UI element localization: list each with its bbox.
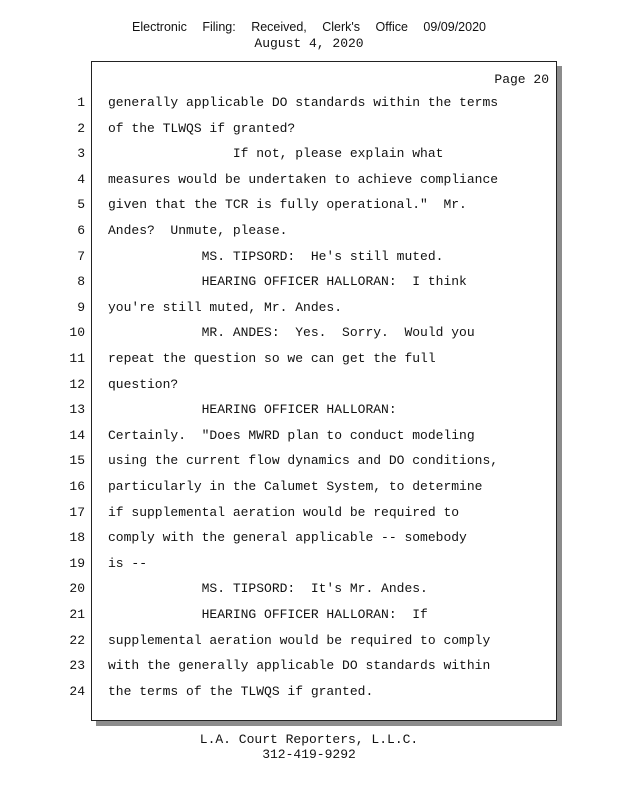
- line-number: 9: [77, 299, 85, 315]
- line-number: 24: [69, 683, 85, 699]
- line-number: 19: [69, 555, 85, 571]
- line-text: with the generally applicable DO standards within: [108, 658, 491, 674]
- line-number: 3: [77, 146, 85, 162]
- line-text: MS. TIPSORD: It's Mr. Andes.: [108, 581, 428, 597]
- line-number: 4: [77, 171, 85, 187]
- line-number: 13: [69, 402, 85, 418]
- line-text: measures would be undertaken to achieve compliance: [108, 171, 499, 187]
- reporter-company: L.A. Court Reporters, L.L.C.: [199, 732, 419, 747]
- line-number: 16: [69, 479, 85, 494]
- line-number: 11: [69, 351, 85, 366]
- line-number: 23: [69, 658, 85, 674]
- line-number: 1: [77, 95, 85, 110]
- line-number: 7: [77, 248, 85, 264]
- filing-stamp: Electronic Filing: Received, Clerk's Office 09/09/2020: [132, 20, 486, 34]
- line-text: repeat the question so we can get the full: [108, 351, 436, 366]
- line-text: question?: [108, 376, 179, 392]
- line-text: particularly in the Calumet System, to determine: [108, 479, 483, 494]
- line-text: If not, please explain what: [108, 146, 444, 162]
- reporter-phone: 312-419-9292: [262, 747, 356, 762]
- line-text: you're still muted, Mr. Andes.: [108, 299, 343, 315]
- line-text: Andes? Unmute, please.: [108, 223, 288, 238]
- line-text: the terms of the TLWQS if granted.: [108, 683, 374, 699]
- line-text: supplemental aeration would be required to comply: [108, 632, 491, 648]
- line-number: 18: [69, 530, 85, 546]
- line-text: Certainly. "Does MWRD plan to conduct modeling: [108, 427, 475, 443]
- line-number: 2: [77, 120, 85, 136]
- line-number: 21: [69, 607, 85, 622]
- line-number: 10: [69, 325, 85, 341]
- line-number: 15: [69, 453, 85, 469]
- transcript-date: August 4, 2020: [254, 36, 364, 51]
- line-text: comply with the general applicable -- somebody: [108, 530, 467, 546]
- line-text: MR. ANDES: Yes. Sorry. Would you: [108, 325, 475, 341]
- line-number: 8: [77, 274, 85, 290]
- line-text: given that the TCR is fully operational." Mr.: [108, 197, 467, 213]
- line-text: of the TLWQS if granted?: [108, 120, 296, 136]
- line-text: HEARING OFFICER HALLORAN: I think: [108, 274, 467, 290]
- page-number: Page 20: [494, 72, 549, 87]
- line-number: 6: [77, 223, 85, 238]
- line-number: 22: [69, 632, 85, 648]
- line-text: MS. TIPSORD: He's still muted.: [108, 248, 444, 264]
- line-number: 12: [69, 376, 85, 392]
- line-number: 20: [69, 581, 85, 597]
- line-text: HEARING OFFICER HALLORAN:: [108, 402, 397, 418]
- line-number: 17: [69, 504, 85, 520]
- line-text: HEARING OFFICER HALLORAN: If: [108, 607, 428, 622]
- line-text: generally applicable DO standards within the terms: [108, 95, 499, 110]
- line-text: using the current flow dynamics and DO conditions,: [108, 453, 499, 469]
- line-number: 14: [69, 427, 85, 443]
- line-text: is --: [108, 555, 148, 571]
- line-text: if supplemental aeration would be required to: [108, 504, 460, 520]
- line-number: 5: [77, 197, 85, 213]
